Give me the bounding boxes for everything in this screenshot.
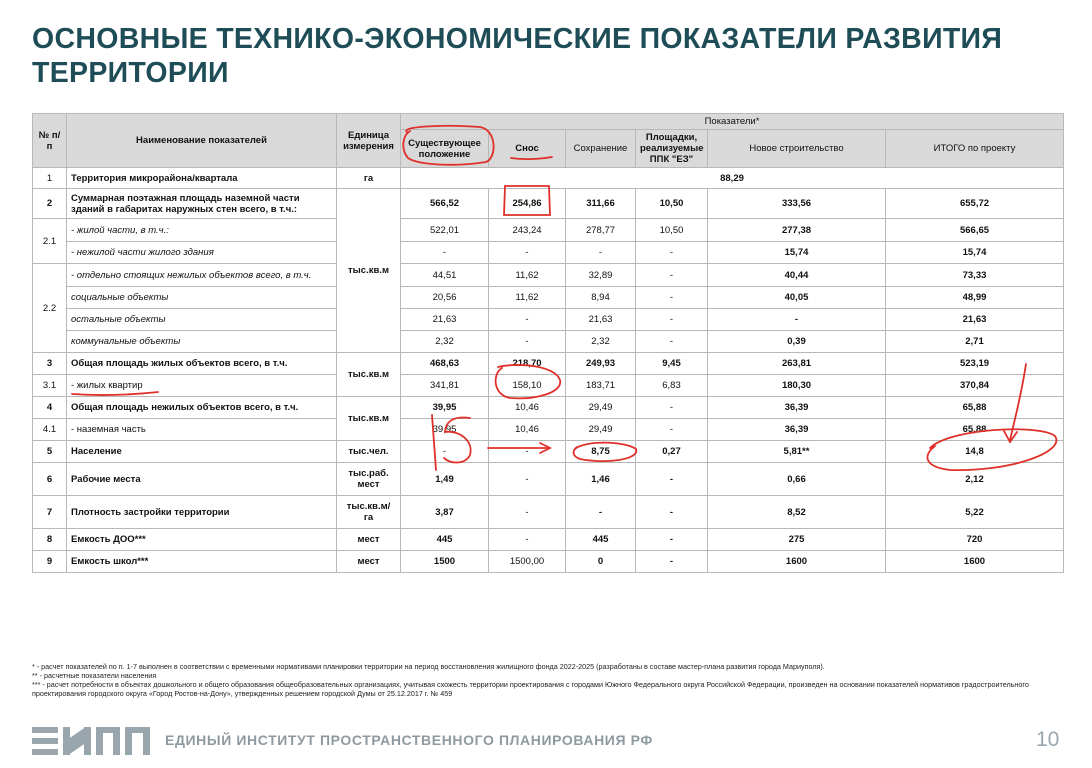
row-name: Население (67, 441, 337, 463)
row-unit: тыс.кв.м (337, 189, 401, 353)
footnote: *** - расчет потребности в объектах дошкольного и общего образования общеобразовательных организациях, учитывая схожесть территории проектирования с городами Южного Федерального округа Российской Федерации, произведен на основании показателей нормативов градостроительного проектирования городского округа «Город Ростов-на-Дону», утвержденных решением городской Думы от 25.12.2017 г. № 459 (32, 680, 1029, 698)
row-name: Емкость школ*** (67, 551, 337, 573)
table-row (33, 219, 1064, 242)
row-name: остальные объекты (67, 309, 337, 331)
cell: - (489, 309, 566, 331)
row-num: 4 (33, 397, 67, 419)
row-unit: тыс.кв.м/ га (337, 496, 401, 529)
cell: 5,22 (886, 496, 1064, 529)
header-demolition: Снос (489, 130, 566, 168)
cell: 29,49 (566, 397, 636, 419)
header-total: ИТОГО по проекту (886, 130, 1064, 168)
cell: - (636, 287, 708, 309)
row-unit: тыс.чел. (337, 441, 401, 463)
table-row (33, 496, 1064, 529)
cell: - (566, 496, 636, 529)
header-preservation: Сохранение (566, 130, 636, 168)
cell: 0,27 (636, 441, 708, 463)
header-sites: Площадки, реализуемые ППК "ЕЗ" (636, 130, 708, 168)
header-num: № п/п (33, 114, 67, 168)
row-name: Территория микрорайона/квартала (67, 168, 337, 189)
cell: - (489, 242, 566, 264)
cell: 15,74 (886, 242, 1064, 264)
row-name: коммунальные объекты (67, 331, 337, 353)
header-new-construction: Новое строительство (708, 130, 886, 168)
cell: - (636, 463, 708, 496)
cell: 277,38 (708, 219, 886, 242)
cell: 8,94 (566, 287, 636, 309)
header-group: Показатели* (401, 114, 1064, 130)
cell: 2,12 (886, 463, 1064, 496)
cell: 158,10 (489, 375, 566, 397)
cell: - (636, 264, 708, 287)
footnote: ** - расчетные показатели населения (32, 671, 157, 680)
cell: 21,63 (886, 309, 1064, 331)
cell: 1600 (708, 551, 886, 573)
row-num: 5 (33, 441, 67, 463)
cell: 40,05 (708, 287, 886, 309)
institute-name: ЕДИНЫЙ ИНСТИТУТ ПРОСТРАНСТВЕННОГО ПЛАНИРОВАНИЯ РФ (165, 732, 653, 748)
table-row (33, 287, 1064, 309)
row-name: Суммарная поэтажная площадь наземной части зданий в габаритах наружных стен всего, в т.ч.: (67, 189, 337, 219)
cell: 36,39 (708, 397, 886, 419)
cell: 5,81** (708, 441, 886, 463)
table-row (33, 309, 1064, 331)
cell: 65,88 (886, 397, 1064, 419)
table-row (33, 331, 1064, 353)
cell: 20,56 (401, 287, 489, 309)
cell: - (636, 496, 708, 529)
cell: 40,44 (708, 264, 886, 287)
cell: - (708, 309, 886, 331)
cell: 39,95 (401, 397, 489, 419)
row-name: - жилой части, в т.ч.: (67, 219, 337, 242)
row-num: 2.2 (33, 264, 67, 353)
cell: - (566, 242, 636, 264)
cell: 522,01 (401, 219, 489, 242)
cell: 14,8 (886, 441, 1064, 463)
cell: 311,66 (566, 189, 636, 219)
cell: 2,71 (886, 331, 1064, 353)
page-title: ОСНОВНЫЕ ТЕХНИКО-ЭКОНОМИЧЕСКИЕ ПОКАЗАТЕЛИ РАЗВИТИЯ ТЕРРИТОРИИ (32, 23, 1003, 89)
row-num: 8 (33, 529, 67, 551)
header-existing: Существующее положение (401, 130, 489, 168)
row-num: 1 (33, 168, 67, 189)
footnote: * - расчет показателей по п. 1-7 выполнен в соответствии с временными нормативами планировки территории на период восстановления жилищного фонда 2022-2025 (разработаны в составе мастер-плана развития города Мариуполя). (32, 662, 825, 671)
table-row (33, 375, 1064, 397)
row-num: 2.1 (33, 219, 67, 264)
cell: 39,95 (401, 419, 489, 441)
cell: 2,32 (401, 331, 489, 353)
row-num: 7 (33, 496, 67, 529)
cell: 218,70 (489, 353, 566, 375)
cell: - (636, 529, 708, 551)
cell: 183,71 (566, 375, 636, 397)
cell: 48,99 (886, 287, 1064, 309)
cell: - (489, 529, 566, 551)
row-unit: тыс.кв.м (337, 397, 401, 441)
cell: - (636, 309, 708, 331)
table-row (33, 189, 1064, 219)
cell: 1600 (886, 551, 1064, 573)
cell: 566,52 (401, 189, 489, 219)
cell: 36,39 (708, 419, 886, 441)
row-num: 4.1 (33, 419, 67, 441)
cell: 341,81 (401, 375, 489, 397)
row-unit: га (337, 168, 401, 189)
table-row (33, 463, 1064, 496)
cell: 1,46 (566, 463, 636, 496)
cell: 0,66 (708, 463, 886, 496)
footnotes (32, 662, 1067, 698)
row-name: - отдельно стоящих нежилых объектов всего, в т.ч. (67, 264, 337, 287)
cell: 254,86 (489, 189, 566, 219)
cell: 73,33 (886, 264, 1064, 287)
row-unit: мест (337, 529, 401, 551)
table-row (33, 551, 1064, 573)
indicators-table (32, 113, 1064, 573)
cell: 468,63 (401, 353, 489, 375)
header-unit: Единица измерения (337, 114, 401, 168)
header-name: Наименование показателей (67, 114, 337, 168)
row-name: Общая площадь нежилых объектов всего, в т.ч. (67, 397, 337, 419)
cell: 243,24 (489, 219, 566, 242)
cell: 21,63 (401, 309, 489, 331)
cell: 21,63 (566, 309, 636, 331)
cell: 11,62 (489, 264, 566, 287)
row-name: - наземная часть (67, 419, 337, 441)
cell: 3,87 (401, 496, 489, 529)
table-row (33, 529, 1064, 551)
cell: - (489, 441, 566, 463)
cell: - (636, 397, 708, 419)
cell: 8,52 (708, 496, 886, 529)
cell: 249,93 (566, 353, 636, 375)
row-name: Рабочие места (67, 463, 337, 496)
row-name: Общая площадь жилых объектов всего, в т.ч. (67, 353, 337, 375)
cell: - (489, 331, 566, 353)
row-num: 3 (33, 353, 67, 375)
cell: 180,30 (708, 375, 886, 397)
row-unit: тыс.раб. мест (337, 463, 401, 496)
row-unit: тыс.кв.м (337, 353, 401, 397)
table-row (33, 168, 1064, 189)
cell: 0,39 (708, 331, 886, 353)
row-unit: мест (337, 551, 401, 573)
cell: - (401, 441, 489, 463)
cell: 1500 (401, 551, 489, 573)
cell: 275 (708, 529, 886, 551)
table-row (33, 441, 1064, 463)
row-name: Плотность застройки территории (67, 496, 337, 529)
cell: 1500,00 (489, 551, 566, 573)
institute-logo (32, 727, 150, 755)
cell: - (636, 242, 708, 264)
cell: 445 (401, 529, 489, 551)
row-num: 2 (33, 189, 67, 219)
cell: 523,19 (886, 353, 1064, 375)
cell: 10,46 (489, 397, 566, 419)
table-row (33, 397, 1064, 419)
cell: - (636, 331, 708, 353)
cell: 44,51 (401, 264, 489, 287)
cell: 333,56 (708, 189, 886, 219)
cell: 11,62 (489, 287, 566, 309)
cell: 10,46 (489, 419, 566, 441)
cell: 370,84 (886, 375, 1064, 397)
cell: - (489, 496, 566, 529)
cell: - (636, 419, 708, 441)
table-row (33, 242, 1064, 264)
cell: 32,89 (566, 264, 636, 287)
cell: 445 (566, 529, 636, 551)
row-num: 9 (33, 551, 67, 573)
cell: 655,72 (886, 189, 1064, 219)
cell: 29,49 (566, 419, 636, 441)
cell: 263,81 (708, 353, 886, 375)
table-row (33, 419, 1064, 441)
cell: 6,83 (636, 375, 708, 397)
cell: 10,50 (636, 219, 708, 242)
cell: 9,45 (636, 353, 708, 375)
row-num: 6 (33, 463, 67, 496)
row-num: 3.1 (33, 375, 67, 397)
cell: 2,32 (566, 331, 636, 353)
row-name: социальные объекты (67, 287, 337, 309)
merged-value: 88,29 (401, 168, 1064, 189)
cell: 10,50 (636, 189, 708, 219)
table-row (33, 353, 1064, 375)
cell: 278,77 (566, 219, 636, 242)
page-number: 10 (1036, 728, 1060, 751)
cell: 0 (566, 551, 636, 573)
cell: 720 (886, 529, 1064, 551)
row-name: - нежилой части жилого здания (67, 242, 337, 264)
cell: - (636, 551, 708, 573)
cell: 566,65 (886, 219, 1064, 242)
cell: 15,74 (708, 242, 886, 264)
row-name: Емкость ДОО*** (67, 529, 337, 551)
row-name: - жилых квартир (67, 375, 337, 397)
cell: - (489, 463, 566, 496)
cell: 65,88 (886, 419, 1064, 441)
cell: 1,49 (401, 463, 489, 496)
table-row (33, 264, 1064, 287)
cell: - (401, 242, 489, 264)
cell: 8,75 (566, 441, 636, 463)
